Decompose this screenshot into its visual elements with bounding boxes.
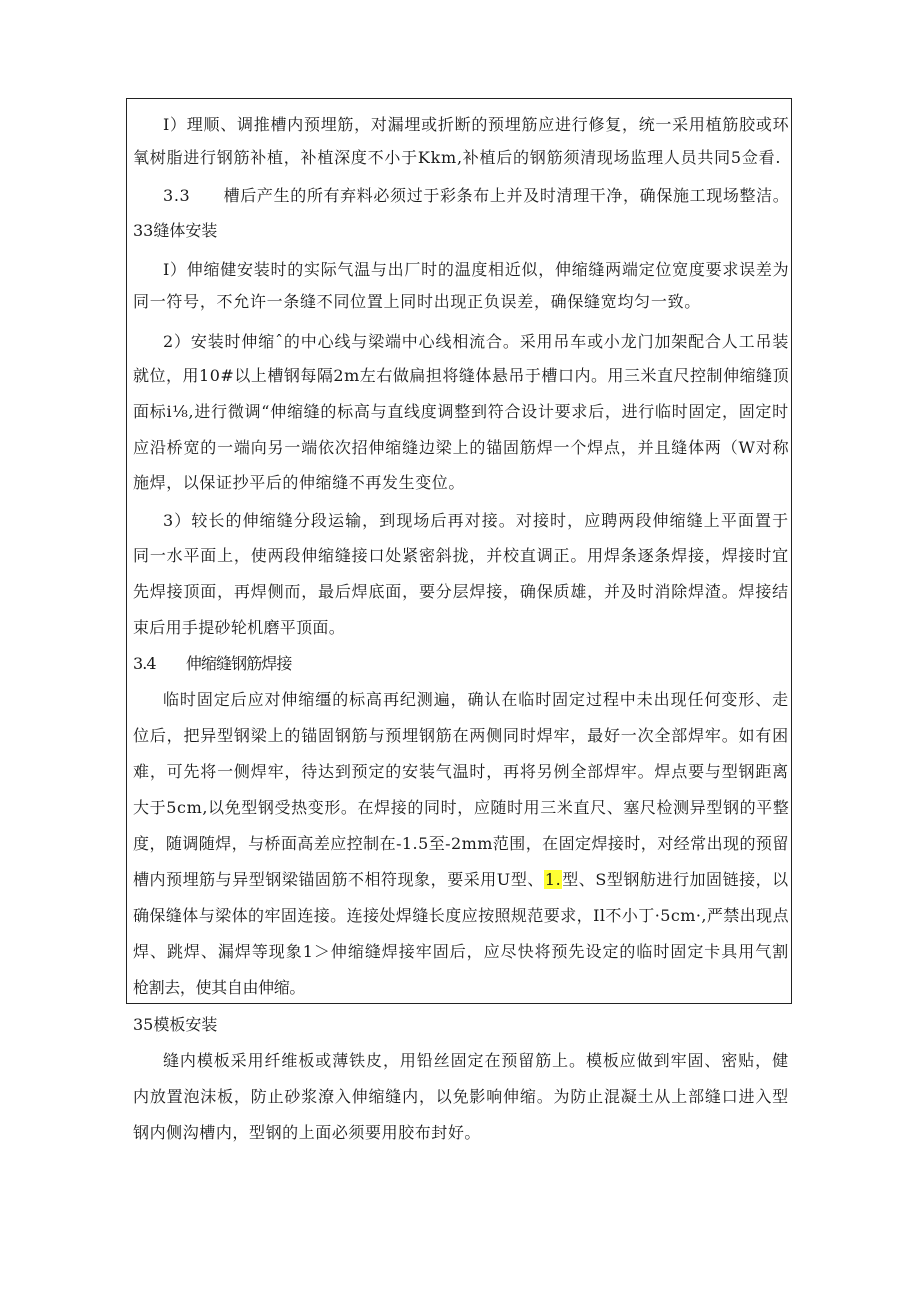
text-line: 3）较长的伸缩缝分段运输，到现场后再对接。对接时，应聘两段伸缩缝上平面置于 (163, 511, 790, 530)
text-line: 同一符号，不允许一条缝不同位置上同时出现正负误差，确保缝宽均匀一致。 (133, 292, 702, 311)
text-line: 确保缝体与梁体的牢固连接。连接处焊缝长度应按照规范要求，Il不小丁·5cm·,严禁出现点 (133, 906, 790, 925)
text-segment: 型、S型钢舫进行加固链接，以 (562, 870, 789, 889)
text-line: 缝内模板采用纤维板或薄铁皮，用铅丝固定在预留筋上。模板应做到牢固、密贴，健 (163, 1051, 790, 1070)
text-line: 氧树脂进行钢筋补植，补植深度不小于Kkm,补植后的钢筋须清现场监理人员共同5佥看. (133, 148, 782, 167)
text-segment: 槽内预埋筋与异型钢梁锚固筋不相符现象，要采用U型、 (133, 870, 544, 889)
text-line: 3.4 伸缩缝钢筋焊接 (133, 654, 292, 673)
text-line: 33缝体安装 (133, 221, 218, 240)
text-line: 35模板安装 (133, 1015, 218, 1034)
text-line: 先焊接顶面，再焊侧而，最后焊底面，要分层焊接，确保质雄，并及时消除焊渣。焊接结 (133, 582, 790, 601)
text-line: 度，随调随焊，与桥面高差应控制在-1.5至-2mm范围，在固定焊接时，对经常出现的预留 (133, 834, 789, 853)
text-line: 难，可先将一侧焊牢，待达到预定的安装气温时，再将另例全部焊牢。焊点要与型钢距离 (133, 762, 790, 781)
text-line: 内放置泡沫板，防止砂浆潦入伸缩缝内，以免影响伸缩。为防止混凝土从上部缝口进入型 (133, 1087, 790, 1106)
text-line: 同一水平面上，使两段伸缩缝接口处紧密斜拢，并校直调正。用焊条逐条焊接，焊接时宜 (133, 546, 790, 565)
text-line: I）伸缩健安装时的实际气温与出厂时的温度相近似，伸缩缝两端定位宽度要求误差为 (163, 260, 790, 279)
text-line: 面标i⅛,进行微调“伸缩缝的标高与直线度调整到符合设计要求后，进行临时固定，固定时 (133, 402, 789, 421)
text-line: 施焊，以保证抄平后的伸缩缝不再发生变位。 (133, 473, 466, 492)
text-line: 就位，用10#以上槽钢每隔2m左右做扁担将缝体悬吊于槽口内。用三米直尺控制伸缩缝顶 (133, 366, 790, 385)
text-line: 焊、跳焊、漏焊等现象1＞伸缩缝焊接牢固后，应尽快将预先设定的临时固定卡具用气割 (133, 942, 790, 961)
text-line: 大于5cm,以免型钢受热变形。在焊接的同时，应随时用三米直尺、塞尺检测异型钢的平整 (133, 798, 790, 817)
text-line (133, 868, 789, 892)
text-line: 3.3 槽后产生的所有弃料必须过于彩条布上并及时清理干净，确保施工现场整洁。 (163, 186, 790, 205)
highlighted-text: 1. (544, 870, 562, 889)
text-line: 临时固定后应对伸缩缰的标高再纪测遍，确认在临时固定过程中未出现任何变形、走 (163, 690, 790, 709)
text-line: 位后，把异型钢梁上的锚固钢筋与预埋钢筋在两侧同时焊牢，最好一次全部焊牢。如有困 (133, 726, 790, 745)
text-line: 枪割去，使其自由伸缩。 (133, 978, 306, 997)
text-line: 钢内侧沟槽内，型钢的上面必须要用胶布封好。 (133, 1123, 482, 1142)
text-line: I）理顺、调推槽内预埋筋，对漏埋或折断的预埋筋应进行修复，统一采用植筋胶或环 (163, 115, 790, 134)
text-line: 束后用手提砂轮机磨平顶面。 (133, 618, 346, 637)
text-line: 应沿桥宽的一端向另一端依次招伸缩缝边梁上的锚固筋焊一个焊点，并且缝体两（W对称 (133, 438, 790, 457)
text-line: 2）安装时伸缩ˆ的中心线与梁端中心线相流合。采用吊车或小龙门加架配合人工吊装 (163, 332, 790, 351)
